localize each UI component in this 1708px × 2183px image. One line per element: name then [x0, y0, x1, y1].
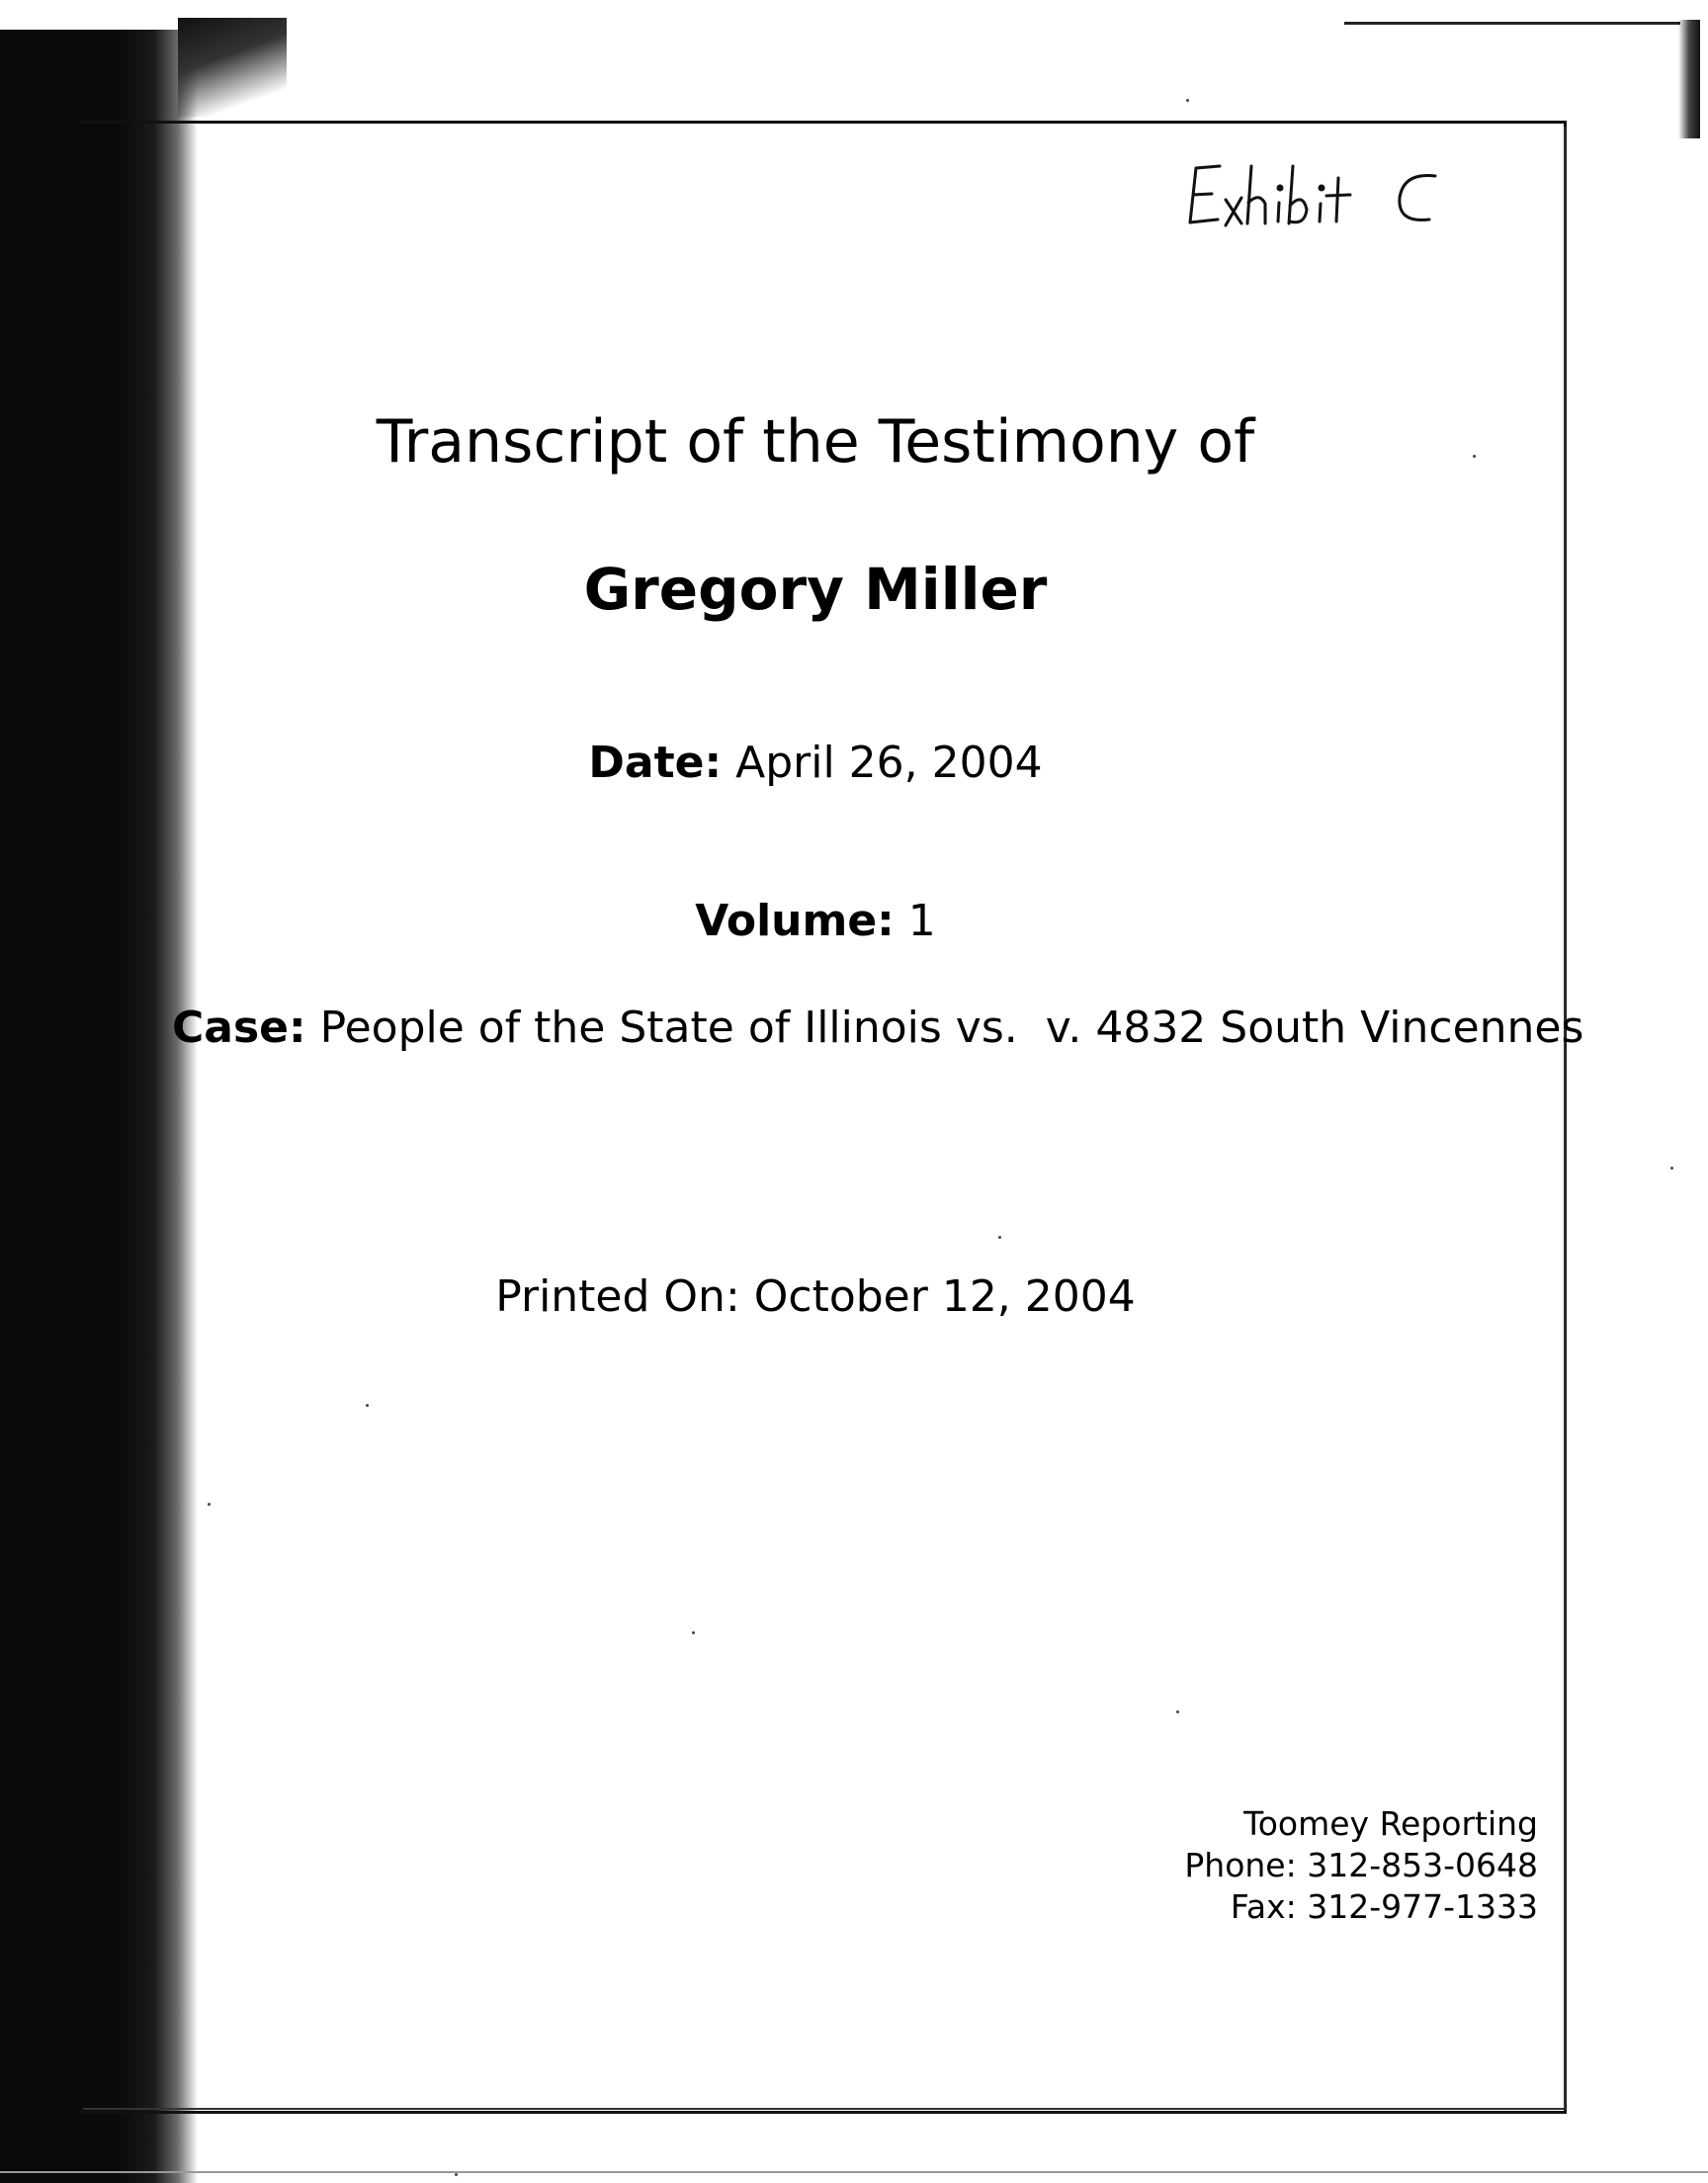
handwritten-exhibit-mark — [1176, 148, 1473, 237]
reporter-phone: Phone: 312-853-0648 — [1184, 1846, 1538, 1884]
witness-name: Gregory Miller — [583, 556, 1048, 623]
volume-line — [0, 896, 1631, 946]
volume-value: 1 — [907, 896, 936, 946]
case-label: Case: — [172, 1003, 306, 1053]
date-line — [0, 738, 1631, 788]
scan-speck — [208, 1503, 211, 1506]
scan-speck — [1670, 1167, 1673, 1170]
scan-speck — [1186, 99, 1189, 102]
reporter-contact-block — [1184, 1803, 1538, 1928]
printed-on-date: Printed On: October 12, 2004 — [495, 1271, 1136, 1322]
scan-speck — [1176, 1710, 1179, 1713]
binding-top-shadow — [178, 18, 287, 117]
scan-speck — [692, 1631, 695, 1634]
scan-speck — [998, 1236, 1001, 1239]
scan-speck — [455, 2173, 458, 2176]
scan-speck — [1473, 455, 1476, 458]
volume-label: Volume: — [695, 896, 895, 946]
top-edge-line — [1344, 22, 1680, 25]
reporter-fax: Fax: 312-977-1333 — [1230, 1887, 1538, 1926]
date-value: April 26, 2004 — [735, 738, 1043, 788]
transcript-title: Transcript of the Testimony of — [376, 407, 1255, 477]
right-edge-shadow — [1678, 20, 1700, 138]
scan-speck — [366, 1404, 369, 1407]
case-value: People of the State of Illinois vs. v. 4832 South Vincennes — [319, 1003, 1584, 1053]
bottom-edge-line — [0, 2171, 1708, 2173]
date-label: Date: — [588, 738, 723, 788]
case-line — [172, 1003, 1583, 1053]
reporter-name: Toomey Reporting — [1243, 1804, 1538, 1843]
